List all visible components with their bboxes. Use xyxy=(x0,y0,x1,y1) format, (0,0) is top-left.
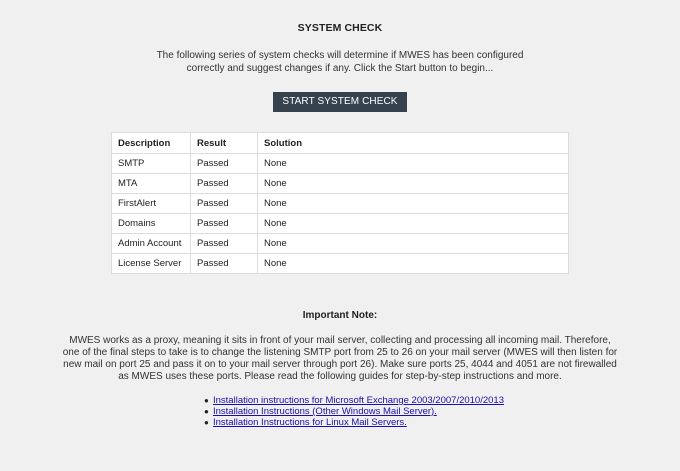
row-solution: None xyxy=(258,174,569,194)
table-row xyxy=(112,254,569,274)
bullet-icon: ● xyxy=(204,418,209,427)
linux-mail-server-install-link[interactable]: Installation Instructions for Linux Mail Servers. xyxy=(213,417,407,428)
row-result: Passed xyxy=(191,214,258,234)
start-system-check-button[interactable]: START SYSTEM CHECK xyxy=(273,92,407,112)
list-item xyxy=(204,406,504,417)
intro-text: The following series of system checks will determine if MWES has been configured correctly and suggest changes if any. Click the Start button to begin... xyxy=(156,50,524,74)
table-row xyxy=(112,194,569,214)
row-result: Passed xyxy=(191,234,258,254)
table-header-row xyxy=(112,133,569,154)
row-result: Passed xyxy=(191,154,258,174)
windows-mail-server-install-link[interactable]: Installation Instructions (Other Windows Mail Server). xyxy=(213,406,437,417)
row-description: Admin Account xyxy=(112,234,191,254)
column-header-solution: Solution xyxy=(258,133,569,154)
row-description: License Server xyxy=(112,254,191,274)
row-solution: None xyxy=(258,194,569,214)
bullet-icon: ● xyxy=(204,396,209,405)
guide-links-list xyxy=(204,395,504,428)
row-solution: None xyxy=(258,214,569,234)
row-description: FirstAlert xyxy=(112,194,191,214)
list-item xyxy=(204,395,504,406)
row-solution: None xyxy=(258,234,569,254)
table-row xyxy=(112,214,569,234)
important-note-heading: Important Note: xyxy=(302,310,378,321)
system-check-page xyxy=(0,22,680,428)
button-row xyxy=(0,92,680,112)
table-row xyxy=(112,174,569,194)
exchange-install-link[interactable]: Installation instructions for Microsoft Exchange 2003/2007/2010/2013 xyxy=(213,395,504,406)
bullet-icon: ● xyxy=(204,407,209,416)
list-item xyxy=(204,417,504,428)
row-solution: None xyxy=(258,254,569,274)
table-row xyxy=(112,154,569,174)
row-description: MTA xyxy=(112,174,191,194)
row-description: Domains xyxy=(112,214,191,234)
page-title: SYSTEM CHECK xyxy=(297,22,383,34)
row-result: Passed xyxy=(191,194,258,214)
row-result: Passed xyxy=(191,174,258,194)
row-description: SMTP xyxy=(112,154,191,174)
table-row xyxy=(112,234,569,254)
column-header-description: Description xyxy=(112,133,191,154)
important-note-body: MWES works as a proxy, meaning it sits in front of your mail server, collecting and processing all incoming mail. Therefore, one of the final steps to take is to change the listening SMTP port from 25 to 26 on your mail server (MWES will then listen for new mail on port 25 and pass it on to your mail server through port 26). Make sure ports 25, 4044 and 4051 are not firewalled as MWES uses these ports. Please read the following guides for step-by-step instructions and more. xyxy=(62,335,618,382)
results-table xyxy=(111,132,569,274)
column-header-result: Result xyxy=(191,133,258,154)
row-solution: None xyxy=(258,154,569,174)
row-result: Passed xyxy=(191,254,258,274)
